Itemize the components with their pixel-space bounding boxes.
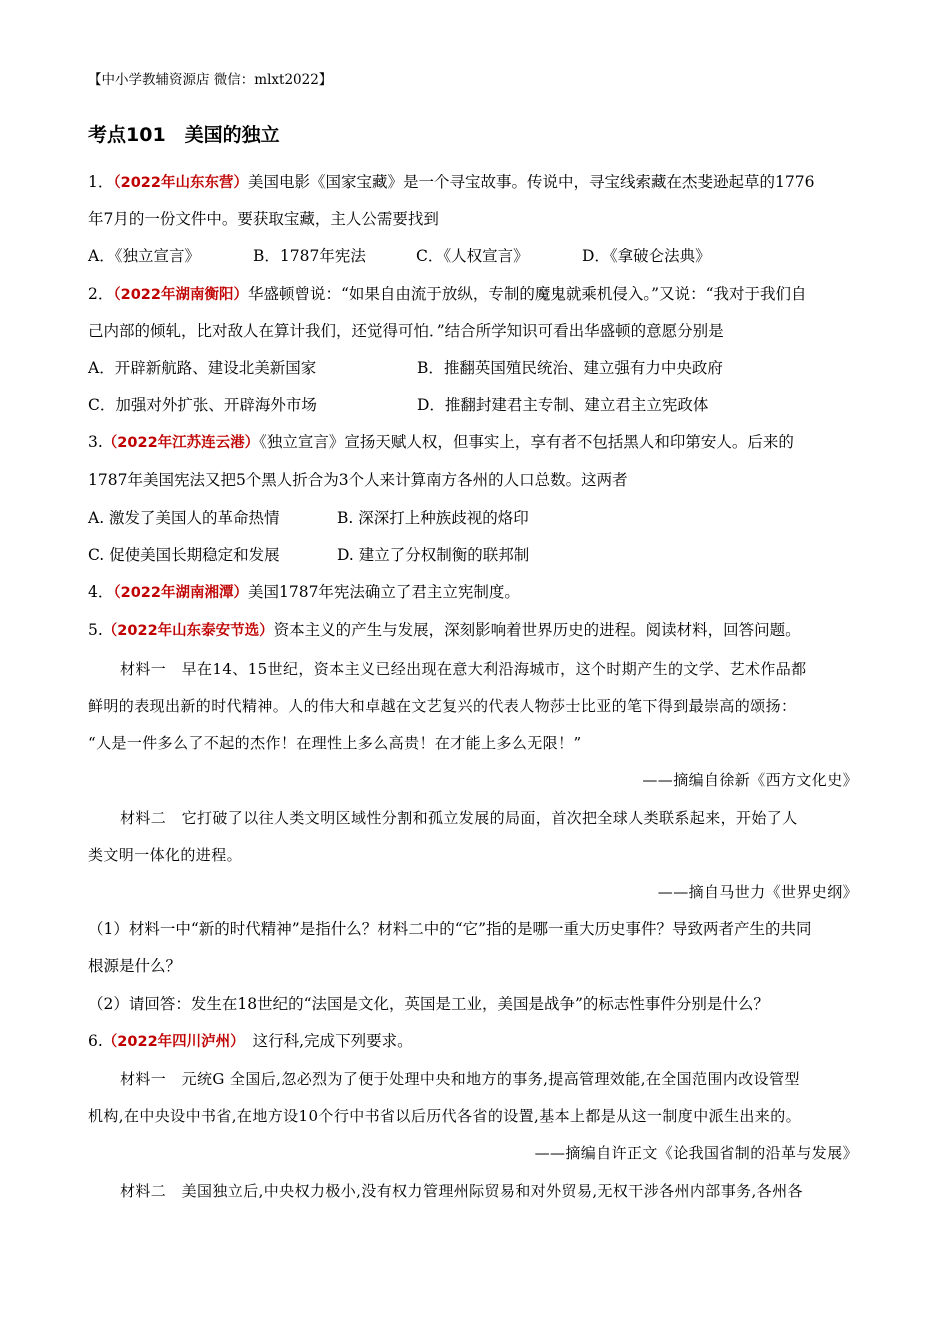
q5-material-2-citation: ——摘自马世力《世界史纲》 xyxy=(657,883,858,901)
question-6-source: （2022年四川泸州） xyxy=(102,1034,245,1050)
question-1-line-1 xyxy=(88,172,814,193)
question-2-line-2: 己内部的倾轧，比对敌人在算计我们，还觉得可怕．”结合所学知识可看出华盛顿的意愿分别是 xyxy=(88,322,724,340)
q5-subquestion-1-line-1: （1）材料一中“新的时代精神”是指什么？材料二中的“它”指的是哪一重大历史事件？导致两者产生的共同 xyxy=(88,920,812,938)
option-c: C．加强对外扩张、开辟海外市场 xyxy=(88,396,317,414)
option-a: A．《独立宣言》 xyxy=(88,247,200,265)
option-b: B．推翻英国殖民统治、建立强有力中央政府 xyxy=(417,359,723,377)
question-3-number: 3. xyxy=(88,433,103,451)
question-3-text: 《独立宣言》宣扬天赋人权，但事实上，享有者不包括黑人和印第安人。后来的 xyxy=(259,433,794,451)
q5-subquestion-1-line-2: 根源是什么？ xyxy=(88,957,182,975)
question-1-number: 1． xyxy=(88,173,114,191)
question-4 xyxy=(88,582,520,603)
question-3-line-2: 1787年美国宪法又把5个黑人折合为3个人来计算南方各州的人口总数。这两者 xyxy=(88,471,628,489)
question-2-text: 华盛顿曾说：“如果自由流于放纵，专制的魔鬼就乘机侵入。”又说：“我对于我们自 xyxy=(247,285,807,303)
question-4-number: 4． xyxy=(88,583,114,601)
q6-material-1-line-1: 材料一 元统G 全国后,忽必烈为了便于处理中央和地方的事务,提高管理效能,在全国范围内改设管型 xyxy=(120,1070,800,1088)
option-d: D．《拿破仑法典》 xyxy=(582,247,711,265)
question-5-text: 资本主义的产生与发展，深刻影响着世界历史的进程。阅读材料，回答问题。 xyxy=(273,621,801,639)
option-d: D．推翻封建君主专制、建立君主立宪政体 xyxy=(417,396,709,414)
q5-material-1-line-1: 材料一 早在14、15世纪，资本主义已经出现在意大利沿海城市，这个时期产生的文学、艺术作品都 xyxy=(120,660,807,678)
q5-material-1-line-3: “人是一件多么了不起的杰作！在理性上多么高贵！在才能上多么无限！” xyxy=(88,734,582,752)
question-4-source: （2022年湖南湘潭） xyxy=(113,585,248,601)
option-a: A. 激发了美国人的革命热情 xyxy=(88,509,280,527)
q5-material-2-line-2: 类文明一体化的进程。 xyxy=(88,846,243,864)
question-2-options-row-1 xyxy=(88,358,723,378)
question-3-source: （2022年江苏连云港） xyxy=(102,435,260,451)
question-1-source: （2022年山东东营） xyxy=(113,175,248,191)
q5-material-1-citation: ——摘编自徐新《西方文化史》 xyxy=(642,771,858,789)
q5-subquestion-2: （2）请回答：发生在18世纪的“法国是文化，英国是工业，美国是战争”的标志性事件分别是什么？ xyxy=(88,995,769,1013)
option-c: C. 促使美国长期稳定和发展 xyxy=(88,546,280,564)
question-6-text: 这行科,完成下列要求。 xyxy=(252,1032,413,1050)
question-2-line-1 xyxy=(88,284,807,305)
question-6-number: 6. xyxy=(88,1032,103,1050)
question-3-line-1 xyxy=(88,432,794,453)
question-6 xyxy=(88,1031,413,1052)
option-d: D. 建立了分权制衡的联邦制 xyxy=(337,546,530,564)
q5-material-2-line-1: 材料二 它打破了以往人类文明区域性分割和孤立发展的局面，首次把全球人类联系起来，开始了人 xyxy=(120,809,798,827)
q6-material-2-line-1: 材料二 美国独立后,中央权力极小,没有权力管理州际贸易和对外贸易,无权干涉各州内部事务,各州各 xyxy=(120,1182,803,1200)
question-1-line-2: 年7月的一份文件中。要获取宝藏，主人公需要找到 xyxy=(88,210,439,228)
question-5-number: 5. xyxy=(88,621,103,639)
question-2-source: （2022年湖南衡阳） xyxy=(113,287,248,303)
question-4-text: 美国1787年宪法确立了君主立宪制度。 xyxy=(247,583,520,601)
question-1-text: 美国电影《国家宝藏》是一个寻宝故事。传说中，寻宝线索藏在杰斐逊起草的1776 xyxy=(247,173,815,191)
option-a: A．开辟新航路、建设北美新国家 xyxy=(88,359,317,377)
header-note: 【中小学教辅资源店 微信：mlxt2022】 xyxy=(88,72,333,88)
question-2-number: 2． xyxy=(88,285,114,303)
q6-material-1-line-2: 机构,在中央设中书省,在地方设10个行中书省以后历代各省的设置,基本上都是从这一制度中派生出来的。 xyxy=(88,1107,801,1125)
q5-material-1-line-2: 鲜明的表现出新的时代精神。人的伟大和卓越在文艺复兴的代表人物莎士比亚的笔下得到最崇高的颂扬： xyxy=(88,697,797,715)
option-c: C．《人权宣言》 xyxy=(416,247,529,265)
question-1-options xyxy=(88,246,711,266)
page-title: 考点101 美国的独立 xyxy=(88,124,280,146)
option-b: B．1787年宪法 xyxy=(253,247,366,265)
question-5 xyxy=(88,620,801,641)
question-3-options-row-2 xyxy=(88,545,529,565)
question-2-options-row-2 xyxy=(88,395,708,415)
option-b: B. 深深打上种族歧视的烙印 xyxy=(337,509,529,527)
question-5-source: （2022年山东泰安节选） xyxy=(102,623,274,639)
question-3-options-row-1 xyxy=(88,508,529,528)
q6-material-1-citation: ——摘编自许正文《论我国省制的沿革与发展》 xyxy=(534,1144,858,1162)
